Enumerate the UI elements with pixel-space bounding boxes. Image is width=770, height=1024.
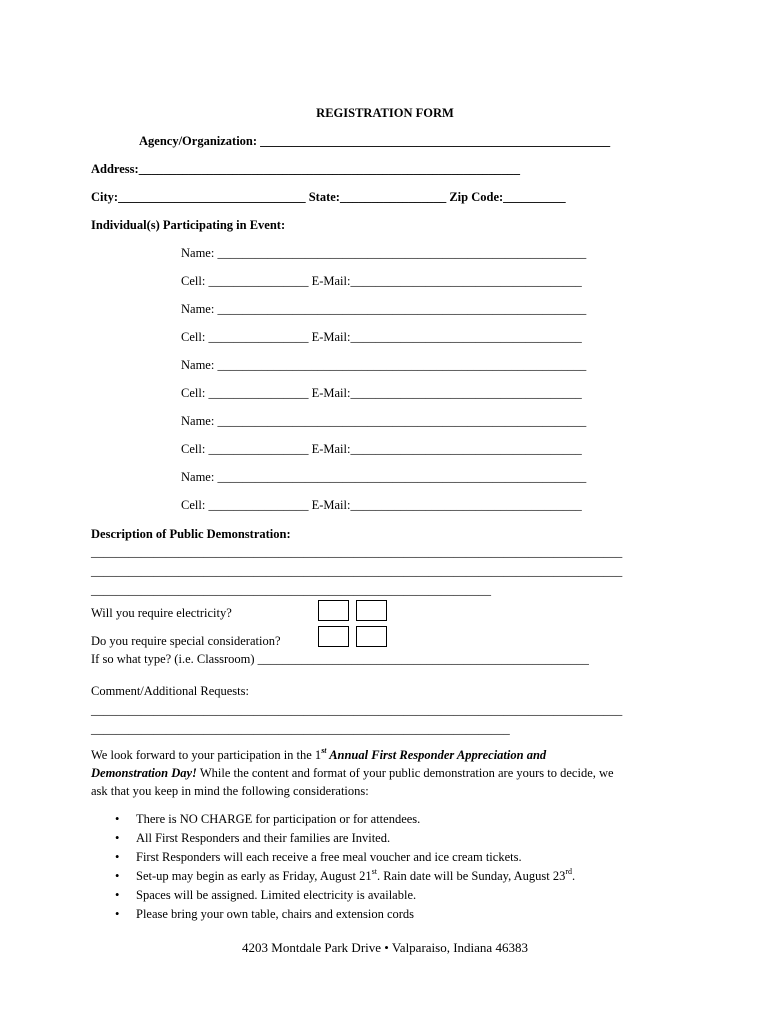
intro-line-3: ask that you keep in mind the following considerations: xyxy=(91,784,369,798)
cell-field[interactable]: ________________ xyxy=(208,330,309,344)
email-label: E-Mail: xyxy=(311,498,351,512)
email-label: E-Mail: xyxy=(311,330,351,344)
name-label: Name: xyxy=(181,414,215,428)
comment-label: Comment/Additional Requests: xyxy=(91,684,249,698)
cell-label: Cell: xyxy=(181,442,206,456)
special-type-label: If so what type? (i.e. Classroom) xyxy=(91,652,255,666)
state-field[interactable]: _________________ xyxy=(339,190,447,204)
intro-line-2 xyxy=(91,764,691,782)
participant-3-name-row xyxy=(181,357,586,373)
list-item: • First Responders will each receive a free meal voucher and ice cream tickets. xyxy=(136,848,736,867)
considerations-list xyxy=(91,810,736,924)
email-label: E-Mail: xyxy=(311,386,351,400)
zip-label: Zip Code: xyxy=(449,190,504,204)
email-label: E-Mail: xyxy=(311,442,351,456)
list-item: • Spaces will be assigned. Limited electricity is available. xyxy=(136,886,736,905)
name-field[interactable]: ___________________________________________________________ xyxy=(217,358,587,372)
name-field[interactable]: ___________________________________________________________ xyxy=(217,470,587,484)
cell-label: Cell: xyxy=(181,274,206,288)
special-yes-checkbox[interactable] xyxy=(318,626,349,647)
intro-paragraph xyxy=(91,746,691,800)
name-label: Name: xyxy=(181,358,215,372)
agency-row xyxy=(139,133,610,149)
setup-text-a: Set-up may begin as early as Friday, August 21 xyxy=(136,869,372,883)
cell-field[interactable]: ________________ xyxy=(208,442,309,456)
intro-lead: We look forward to your participation in the 1 xyxy=(91,748,322,762)
name-label: Name: xyxy=(181,302,215,316)
participants-heading: Individual(s) Participating in Event: xyxy=(91,218,286,232)
cell-field[interactable]: ________________ xyxy=(208,386,309,400)
description-line-3[interactable]: ________________________________________________________________ xyxy=(91,583,491,597)
list-item: • All First Responders and their families are Invited. xyxy=(136,829,736,848)
special-no-checkbox[interactable] xyxy=(356,626,387,647)
name-field[interactable]: ___________________________________________________________ xyxy=(217,414,587,428)
state-label: State: xyxy=(308,190,340,204)
footer-address: 4203 Montdale Park Drive • Valparaiso, Indiana 46383 xyxy=(242,940,528,955)
name-label: Name: xyxy=(181,470,215,484)
description-line-1[interactable]: _____________________________________________________________________________________ xyxy=(91,545,623,559)
comment-line-2[interactable]: ___________________________________________________________________ xyxy=(91,722,510,736)
email-label: E-Mail: xyxy=(311,274,351,288)
electricity-yes-checkbox[interactable] xyxy=(318,600,349,621)
address-field[interactable]: _____________________________________________________________ xyxy=(138,162,520,176)
name-field[interactable]: ___________________________________________________________ xyxy=(217,302,587,316)
participant-3-contact-row xyxy=(181,385,582,401)
name-label: Name: xyxy=(181,246,215,260)
agency-field[interactable]: ________________________________________________________ xyxy=(260,134,611,148)
setup-text-b: . Rain date will be Sunday, August 23 xyxy=(376,869,566,883)
city-state-zip-row xyxy=(91,189,566,205)
participant-4-name-row xyxy=(181,413,586,429)
name-field[interactable]: ___________________________________________________________ xyxy=(217,246,587,260)
city-label: City: xyxy=(91,190,119,204)
event-name-part-2: Demonstration Day! xyxy=(91,766,197,780)
special-consideration-question: Do you require special consideration? xyxy=(91,634,281,648)
participant-2-name-row xyxy=(181,301,586,317)
participant-1-contact-row xyxy=(181,273,582,289)
setup-sup-1: st xyxy=(371,867,377,876)
address-row xyxy=(91,161,520,177)
special-type-field[interactable]: _____________________________________________________ xyxy=(257,652,589,666)
cell-field[interactable]: ________________ xyxy=(208,498,309,512)
event-name-part-1: Annual First Responder Appreciation and xyxy=(326,748,547,762)
email-field[interactable]: _____________________________________ xyxy=(350,386,582,400)
intro-ordinal: st xyxy=(321,746,327,755)
cell-field[interactable]: ________________ xyxy=(208,274,309,288)
address-label: Address: xyxy=(91,162,139,176)
participant-2-contact-row xyxy=(181,329,582,345)
cell-label: Cell: xyxy=(181,330,206,344)
zip-field[interactable]: __________ xyxy=(503,190,566,204)
form-title: REGISTRATION FORM xyxy=(316,106,454,120)
participant-4-contact-row xyxy=(181,441,582,457)
city-field[interactable]: ______________________________ xyxy=(118,190,306,204)
email-field[interactable]: _____________________________________ xyxy=(350,330,582,344)
setup-sup-2: rd xyxy=(565,867,573,876)
cell-label: Cell: xyxy=(181,498,206,512)
electricity-question: Will you require electricity? xyxy=(91,606,232,620)
email-field[interactable]: _____________________________________ xyxy=(350,498,582,512)
setup-text-c: . xyxy=(572,869,576,883)
special-type-row xyxy=(91,651,589,667)
intro-rest-1: While the content and format of your public demonstration are yours to decide, we xyxy=(196,766,614,780)
email-field[interactable]: _____________________________________ xyxy=(350,442,582,456)
description-label: Description of Public Demonstration: xyxy=(91,527,291,541)
email-field[interactable]: _____________________________________ xyxy=(350,274,582,288)
participant-1-name-row xyxy=(181,245,586,261)
intro-line-1 xyxy=(91,746,691,764)
description-line-2[interactable]: _____________________________________________________________________________________ xyxy=(91,564,623,578)
list-item xyxy=(136,867,736,886)
participant-5-contact-row xyxy=(181,497,582,513)
list-item: • Please bring your own table, chairs and extension cords xyxy=(136,905,736,924)
cell-label: Cell: xyxy=(181,386,206,400)
comment-line-1[interactable]: _____________________________________________________________________________________ xyxy=(91,703,623,717)
electricity-no-checkbox[interactable] xyxy=(356,600,387,621)
list-item: • There is NO CHARGE for participation or for attendees. xyxy=(136,810,736,829)
agency-label: Agency/Organization: xyxy=(139,134,258,148)
participant-5-name-row xyxy=(181,469,586,485)
